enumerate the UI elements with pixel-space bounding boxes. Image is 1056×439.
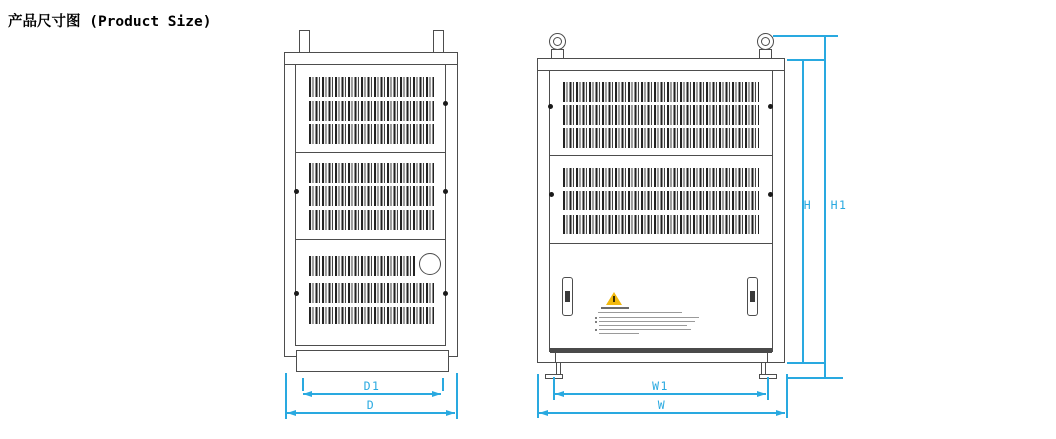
extension-line <box>786 374 788 418</box>
arrow-icon <box>539 410 548 416</box>
vent-grille <box>309 186 434 206</box>
vent-grille <box>563 128 759 148</box>
extension-tick <box>767 377 769 400</box>
dimension-line-d1 <box>303 393 441 395</box>
vent-grille <box>309 101 434 121</box>
panel-divider <box>549 155 773 156</box>
dimension-label-d: D <box>366 398 376 412</box>
cable-hole <box>419 253 441 275</box>
dimension-label-d1: D1 <box>363 379 381 393</box>
vent-grille <box>563 191 759 210</box>
vent-grille <box>309 124 434 144</box>
vent-grille <box>309 210 434 230</box>
frame-step-line <box>767 353 768 363</box>
warning-exclamation <box>613 296 615 302</box>
warning-text-line <box>599 317 699 318</box>
screw-dot <box>443 101 448 106</box>
arrow-icon <box>287 410 296 416</box>
screw-dot <box>443 189 448 194</box>
screw-dot <box>549 192 554 197</box>
panel-divider <box>295 152 446 153</box>
extension-line <box>787 59 824 61</box>
vent-grille <box>309 163 434 183</box>
vent-grille <box>309 283 434 303</box>
arrow-icon <box>776 410 785 416</box>
vent-grille <box>309 307 434 324</box>
eye-bolt-icon <box>553 37 562 46</box>
extension-line <box>456 373 458 419</box>
screw-dot <box>768 104 773 109</box>
dimension-label-h: H <box>803 198 813 212</box>
eye-bolt-icon <box>761 37 770 46</box>
vent-grille <box>563 215 759 234</box>
base-pedestal <box>296 350 449 372</box>
vent-grille <box>563 105 759 125</box>
warning-text-line <box>599 321 695 322</box>
screw-dot <box>294 291 299 296</box>
extension-tick <box>442 378 444 391</box>
lifting-lug-icon <box>299 30 310 54</box>
warning-title-line <box>601 307 629 309</box>
panel-divider <box>295 239 446 240</box>
screw-dot <box>548 104 553 109</box>
vent-grille <box>563 82 759 102</box>
door-bottom-bar <box>550 348 772 353</box>
warning-text-line <box>598 312 682 313</box>
warning-text-line <box>599 333 639 334</box>
dimension-line-d <box>287 412 455 414</box>
extension-line <box>788 377 843 379</box>
arrow-icon <box>757 391 766 397</box>
arrow-icon <box>432 391 441 397</box>
warning-text-line <box>599 329 691 330</box>
warning-text-line <box>599 325 687 326</box>
screw-dot <box>294 189 299 194</box>
vent-grille <box>563 168 759 187</box>
panel-divider <box>549 243 773 244</box>
arrow-icon <box>446 410 455 416</box>
screw-dot <box>443 291 448 296</box>
page-title: 产品尺寸图 (Product Size) <box>8 14 212 30</box>
dimension-label-w: W <box>657 398 667 412</box>
door-handle-grip <box>750 291 755 302</box>
arrow-icon <box>303 391 312 397</box>
door-handle-grip <box>565 291 570 302</box>
arrow-icon <box>555 391 564 397</box>
dimension-line-w1 <box>555 393 766 395</box>
extension-tick <box>553 377 555 400</box>
extension-line <box>787 362 824 364</box>
vent-grille <box>309 256 415 276</box>
extension-line <box>773 35 838 37</box>
lifting-lug-icon <box>433 30 444 54</box>
dimension-line-w <box>539 412 785 414</box>
screw-dot <box>768 192 773 197</box>
dimension-label-h1: H1 <box>830 198 848 212</box>
vent-grille <box>309 77 434 97</box>
dimension-label-w1: W1 <box>652 379 669 393</box>
